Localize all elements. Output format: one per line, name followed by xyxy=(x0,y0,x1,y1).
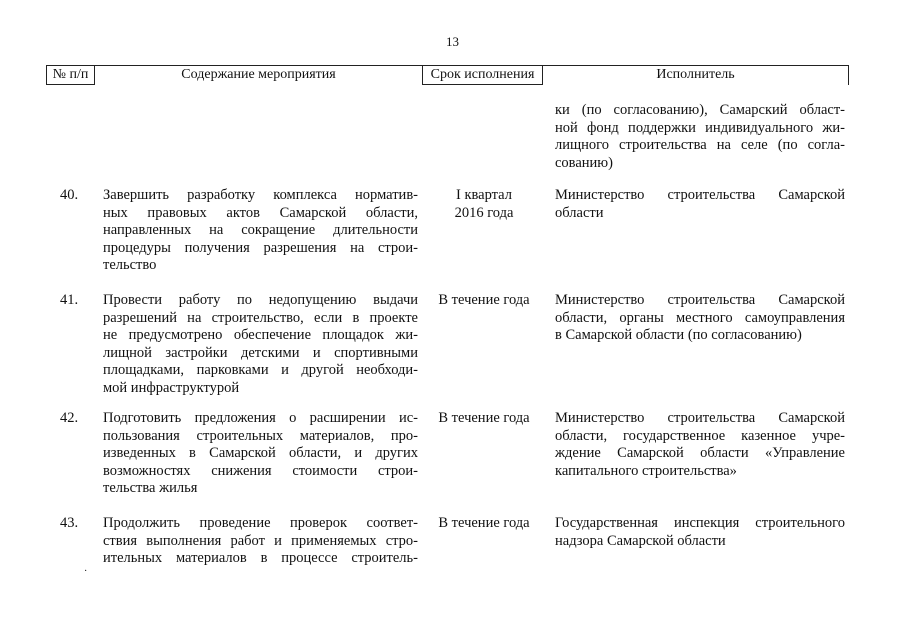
continuation-executor xyxy=(555,102,845,172)
text-line: возможностях снижения стоимости строи- xyxy=(103,462,418,479)
text-line: тельства жилья xyxy=(103,480,198,496)
text-line: не предусмотрено обеспечение площадок жи- xyxy=(103,327,418,343)
text-line: Министерство строительства Самарской xyxy=(555,410,845,426)
scan-speck: · xyxy=(84,566,88,577)
text-line: ных правовых актов Самарской области, xyxy=(103,204,418,221)
text-line: В течение года xyxy=(438,515,530,531)
header-term: Срок исполнения xyxy=(423,66,543,85)
text-line: лищного строительства на селе (по согла- xyxy=(555,137,845,153)
table-header xyxy=(46,65,849,85)
row-term xyxy=(428,515,540,533)
row-executor xyxy=(555,410,845,480)
text-line: ной фонд поддержки индивидуального жи- xyxy=(555,119,845,136)
text-line: тельство xyxy=(103,257,157,273)
text-line: Завершить разработку комплекса норматив- xyxy=(103,187,418,203)
text-line: надзора Самарской области xyxy=(555,532,726,549)
text-line: области, органы местного самоуправления xyxy=(555,309,845,326)
header-content: Содержание мероприятия xyxy=(95,66,423,85)
text-line: площадками, парковками и другой необходи- xyxy=(103,362,418,378)
text-line: Продолжить проведение проверок соответ- xyxy=(103,515,418,531)
text-line: Государственная инспекция строительного xyxy=(555,515,845,531)
text-line: изведенных в Самарской области, и других xyxy=(103,445,418,461)
text-line: Провести работу по недопущению выдачи xyxy=(103,292,418,308)
header-num: № п/п xyxy=(47,66,95,85)
row-number: 40. xyxy=(60,187,79,203)
row-number: 43. xyxy=(60,515,79,531)
text-line: Министерство строительства Самарской xyxy=(555,187,845,203)
text-line: пользования строительных материалов, про- xyxy=(103,427,418,444)
text-line: ительных материалов в процессе строитель- xyxy=(103,550,418,566)
text-line: 2016 года xyxy=(454,204,514,221)
row-executor xyxy=(555,515,845,550)
text-line: ждение Самарской области «Управление xyxy=(555,445,845,461)
text-line: Министерство строительства Самарской xyxy=(555,292,845,308)
text-line: В течение года xyxy=(438,292,530,308)
text-line: В течение года xyxy=(438,410,530,426)
text-line: области xyxy=(555,204,604,221)
row-number: 42. xyxy=(60,410,79,426)
text-line: ствия выполнения работ и применяемых стро- xyxy=(103,532,418,549)
header-executor: Исполнитель xyxy=(543,66,849,85)
text-line: I квартал xyxy=(456,187,512,203)
row-content xyxy=(103,292,418,397)
text-line: сованию) xyxy=(555,154,613,171)
row-number: 41. xyxy=(60,292,79,308)
row-executor xyxy=(555,292,845,345)
row-executor xyxy=(555,187,845,222)
row-content xyxy=(103,515,418,568)
text-line: разрешений на строительство, если в проекте xyxy=(103,309,418,326)
row-term xyxy=(428,410,540,428)
text-line: области, государственное казенное учре- xyxy=(555,427,845,444)
text-line: Подготовить предложения о расширении ис- xyxy=(103,410,418,426)
text-line: капитального строительства» xyxy=(555,462,737,479)
text-line: лищной застройки детскими и спортивными xyxy=(103,344,418,361)
row-term xyxy=(428,187,540,222)
text-line: в Самарской области (по согласованию) xyxy=(555,327,802,343)
text-line: мой инфраструктурой xyxy=(103,379,240,396)
text-line: ки (по согласованию), Самарский област- xyxy=(555,102,845,118)
page-number: 13 xyxy=(446,34,459,49)
row-content xyxy=(103,410,418,498)
text-line: процедуры получения разрешения на строи- xyxy=(103,239,418,256)
row-content xyxy=(103,187,418,275)
text-line: направленных на сокращение длительности xyxy=(103,222,418,238)
row-term xyxy=(428,292,540,310)
